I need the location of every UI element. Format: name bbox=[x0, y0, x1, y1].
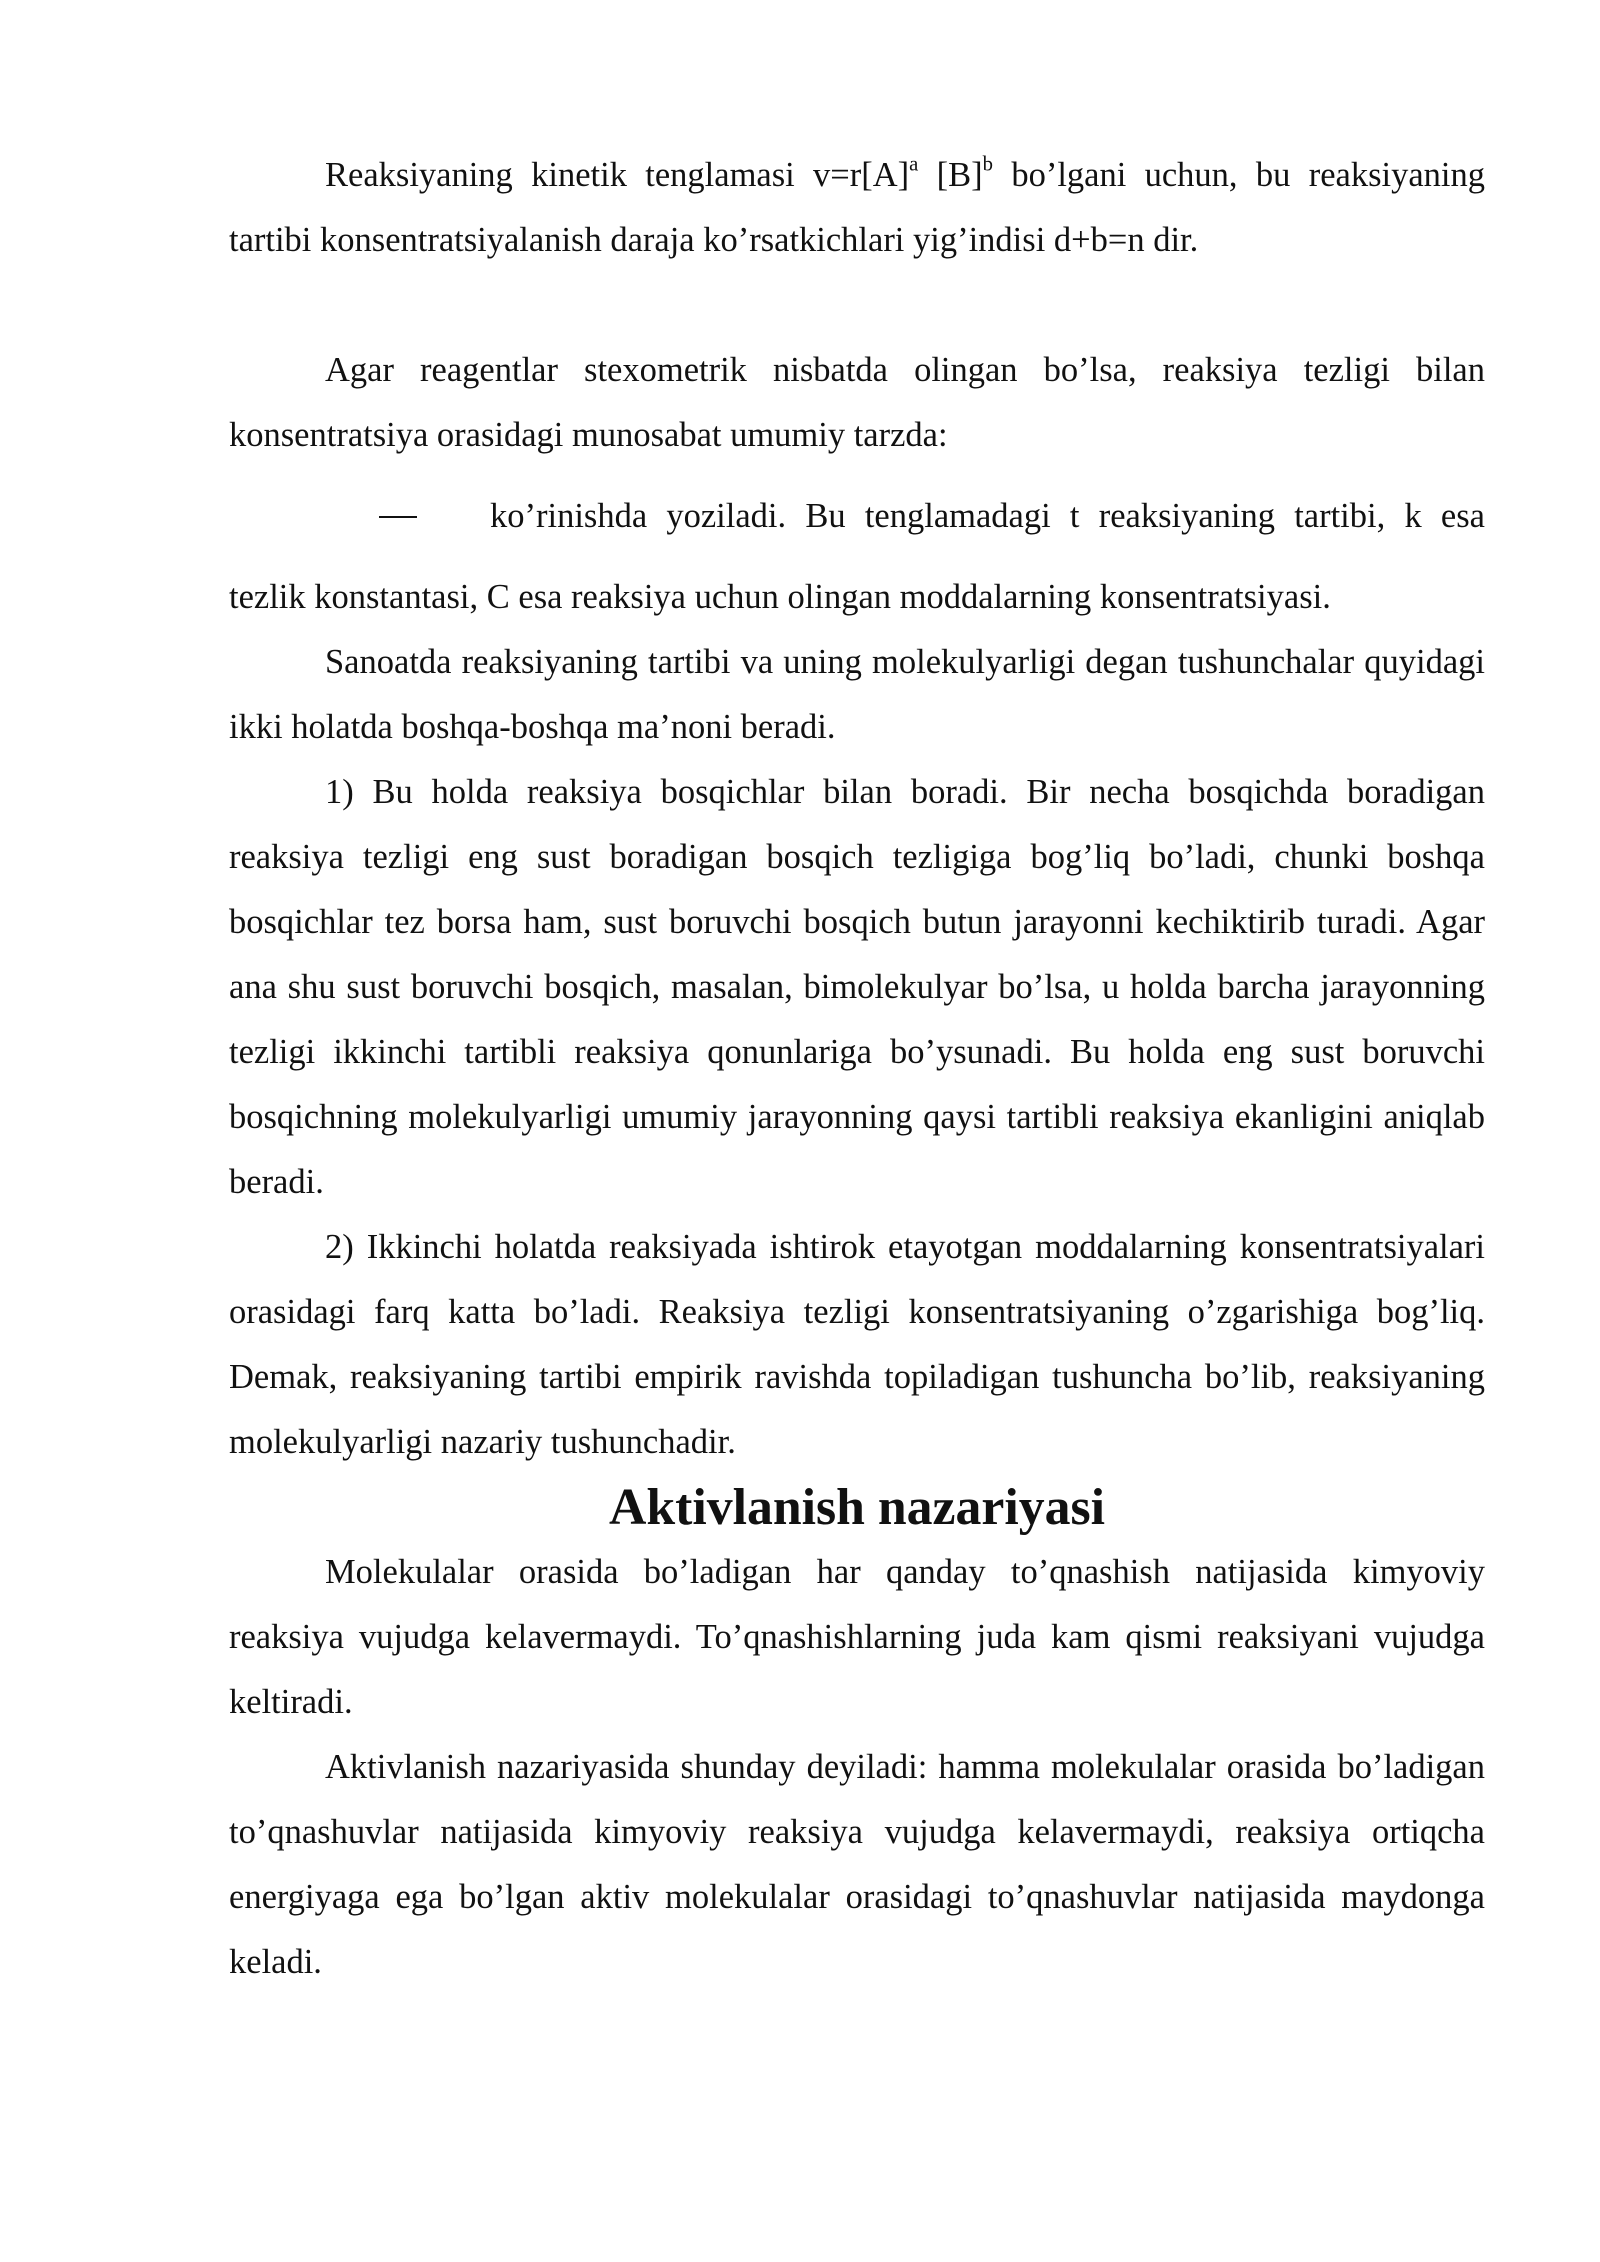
kinetic-equation-rest: bo’lgani uchun, bu reaksiyaning tartibi konsentratsiyalanish daraja ko’rsatkichlari yig’indisi d+b=n dir. bbox=[229, 156, 1485, 259]
section-heading: Aktivlanish nazariyasi bbox=[608, 1479, 1106, 1536]
exponent-a: a bbox=[909, 153, 919, 176]
paragraph-kinetic-equation bbox=[229, 143, 1485, 273]
paragraph-case-two: 2) Ikkinchi holatda reaksiyada ishtirok etayotgan moddalarning konsentratsiyalari orasidagi farq katta bo’ladi. Reaksiya tezligi konsentratsiyaning o’zgarishiga bog’liq. Demak, reaksiyaning tartibi empirik ravishda topiladigan tushuncha bo’lib, reaksiyaning molekulyarligi nazariy tushunchadir. bbox=[229, 1228, 1485, 1461]
paragraph-rate-constant: tezlik konstantasi, C esa reaksiya uchun olingan moddalarning konsentratsiyasi. bbox=[229, 578, 1331, 616]
paragraph-stoichiometric: Agar reagentlar stexometrik nisbatda olingan bo’lsa, reaksiya tezligi bilan konsentratsiya orasidagi munosabat umumiy tarzda: bbox=[229, 351, 1485, 454]
paragraph-activation-theory: Aktivlanish nazariyasida shunday deyiladi: hamma molekulalar orasida bo’ladigan to’qnashuvlar natijasida kimyoviy reaksiya vujudga kelavermaydi, reaksiya ortiqcha energiyaga ega bo’lgan aktiv molekulalar orasidagi to’qnashuvlar natijasida maydonga keladi. bbox=[229, 1748, 1485, 1981]
exponent-b: b bbox=[982, 153, 993, 176]
paragraph-collisions: Molekulalar orasida bo’ladigan har qanday to’qnashish natijasida kimyoviy reaksiya vujudga kelavermaydi. To’qnashishlarning juda kam qismi reaksiyani vujudga keltiradi. bbox=[229, 1553, 1485, 1721]
paragraph-formula-description: ko’rinishda yoziladi. Bu tenglamadagi t reaksiyaning tartibi, k esa bbox=[490, 497, 1485, 535]
kinetic-equation-intro: Reaksiyaning kinetik tenglamasi v=r[A] bbox=[325, 156, 910, 194]
kinetic-equation-mid: [B] bbox=[918, 156, 983, 194]
paragraph-industry-order: Sanoatda reaksiyaning tartibi va uning molekulyarligi degan tushunchalar quyidagi ikki holatda boshqa-boshqa ma’noni beradi. bbox=[229, 643, 1485, 746]
paragraph-case-one: 1) Bu holda reaksiya bosqichlar bilan boradi. Bir necha bosqichda boradigan reaksiya tezligi eng sust boradigan bosqich tezligiga bog’liq bo’ladi, chunki boshqa bosqichlar tez borsa ham, sust boruvchi bosqich butun jarayonni kechiktirib turadi. Agar ana shu sust boruvchi bosqich, masalan, bimolekulyar bo’lsa, u holda barcha jarayonning tezligi ikkinchi tartibli reaksiya qonunlariga bo’ysunadi. Bu holda eng sust boruvchi bosqichning molekulyarligi umumiy jarayonning qaysi tartibli reaksiya ekanligini aniqlab beradi. bbox=[229, 773, 1485, 1201]
formula-placeholder-dash bbox=[379, 516, 417, 518]
